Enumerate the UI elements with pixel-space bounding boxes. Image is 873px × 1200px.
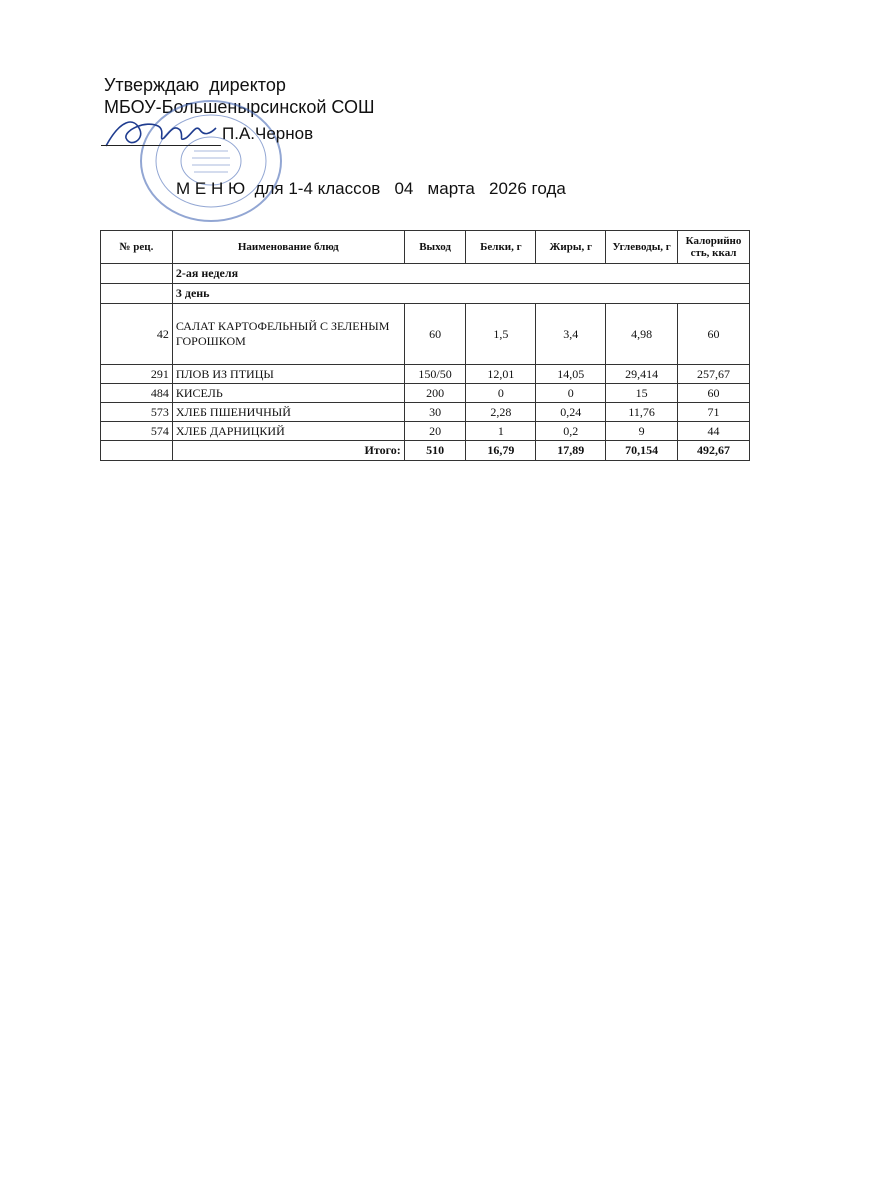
dish-kcal: 257,67 (678, 365, 750, 384)
dish-name: КИСЕЛЬ (172, 384, 404, 403)
dish-protein: 2,28 (466, 403, 536, 422)
day-label: 3 день (172, 284, 749, 304)
total-kcal: 492,67 (678, 441, 750, 461)
dish-carbs: 29,414 (606, 365, 678, 384)
total-blank (101, 441, 173, 461)
dish-kcal: 71 (678, 403, 750, 422)
dish-out: 200 (404, 384, 466, 403)
dish-fat: 0,2 (536, 422, 606, 441)
total-protein: 16,79 (466, 441, 536, 461)
dish-protein: 0 (466, 384, 536, 403)
table-row (101, 384, 750, 403)
table-row (101, 304, 750, 365)
col-header-protein: Белки, г (466, 231, 536, 264)
signer-name: П.А.Чернов (222, 124, 314, 143)
total-fat: 17,89 (536, 441, 606, 461)
dish-carbs: 4,98 (606, 304, 678, 365)
dish-out: 20 (404, 422, 466, 441)
table-row (101, 422, 750, 441)
menu-table (100, 230, 750, 461)
signature-line (101, 145, 221, 146)
dish-fat: 14,05 (536, 365, 606, 384)
dish-name: ХЛЕБ ПШЕНИЧНЫЙ (172, 403, 404, 422)
dish-name: ХЛЕБ ДАРНИЦКИЙ (172, 422, 404, 441)
dish-fat: 0 (536, 384, 606, 403)
col-header-kcal: Калорийно сть, ккал (678, 231, 750, 264)
dish-carbs: 15 (606, 384, 678, 403)
dish-name: САЛАТ КАРТОФЕЛЬНЫЙ С ЗЕЛЕНЫМ ГОРОШКОМ (172, 304, 404, 365)
week-row (101, 264, 750, 284)
table-row (101, 365, 750, 384)
dish-kcal: 60 (678, 384, 750, 403)
recipe-num: 291 (101, 365, 173, 384)
dish-fat: 0,24 (536, 403, 606, 422)
recipe-num: 484 (101, 384, 173, 403)
approve-line-2: МБОУ-Большенырсинской СОШ (104, 97, 375, 117)
total-carbs: 70,154 (606, 441, 678, 461)
dish-out: 60 (404, 304, 466, 365)
recipe-num: 573 (101, 403, 173, 422)
dish-out: 30 (404, 403, 466, 422)
table-row (101, 403, 750, 422)
week-row-blank (101, 264, 173, 284)
dish-kcal: 44 (678, 422, 750, 441)
col-header-carbs: Углеводы, г (606, 231, 678, 264)
day-row (101, 284, 750, 304)
dish-protein: 1,5 (466, 304, 536, 365)
dish-name: ПЛОВ ИЗ ПТИЦЫ (172, 365, 404, 384)
total-out: 510 (404, 441, 466, 461)
dish-protein: 12,01 (466, 365, 536, 384)
director-signature (100, 112, 220, 156)
col-header-fat: Жиры, г (536, 231, 606, 264)
total-row (101, 441, 750, 461)
day-row-blank (101, 284, 173, 304)
dish-out: 150/50 (404, 365, 466, 384)
dish-carbs: 9 (606, 422, 678, 441)
recipe-num: 574 (101, 422, 173, 441)
dish-kcal: 60 (678, 304, 750, 365)
total-label: Итого: (172, 441, 404, 461)
table-header-row (101, 231, 750, 264)
col-header-out: Выход (404, 231, 466, 264)
dish-carbs: 11,76 (606, 403, 678, 422)
dish-protein: 1 (466, 422, 536, 441)
col-header-num: № рец. (101, 231, 173, 264)
menu-title: М Е Н Ю для 1-4 классов 04 марта 2026 года (176, 179, 566, 198)
approve-line-1: Утверждаю директор (104, 75, 286, 95)
dish-fat: 3,4 (536, 304, 606, 365)
recipe-num: 42 (101, 304, 173, 365)
col-header-name: Наименование блюд (172, 231, 404, 264)
week-label: 2-ая неделя (172, 264, 749, 284)
